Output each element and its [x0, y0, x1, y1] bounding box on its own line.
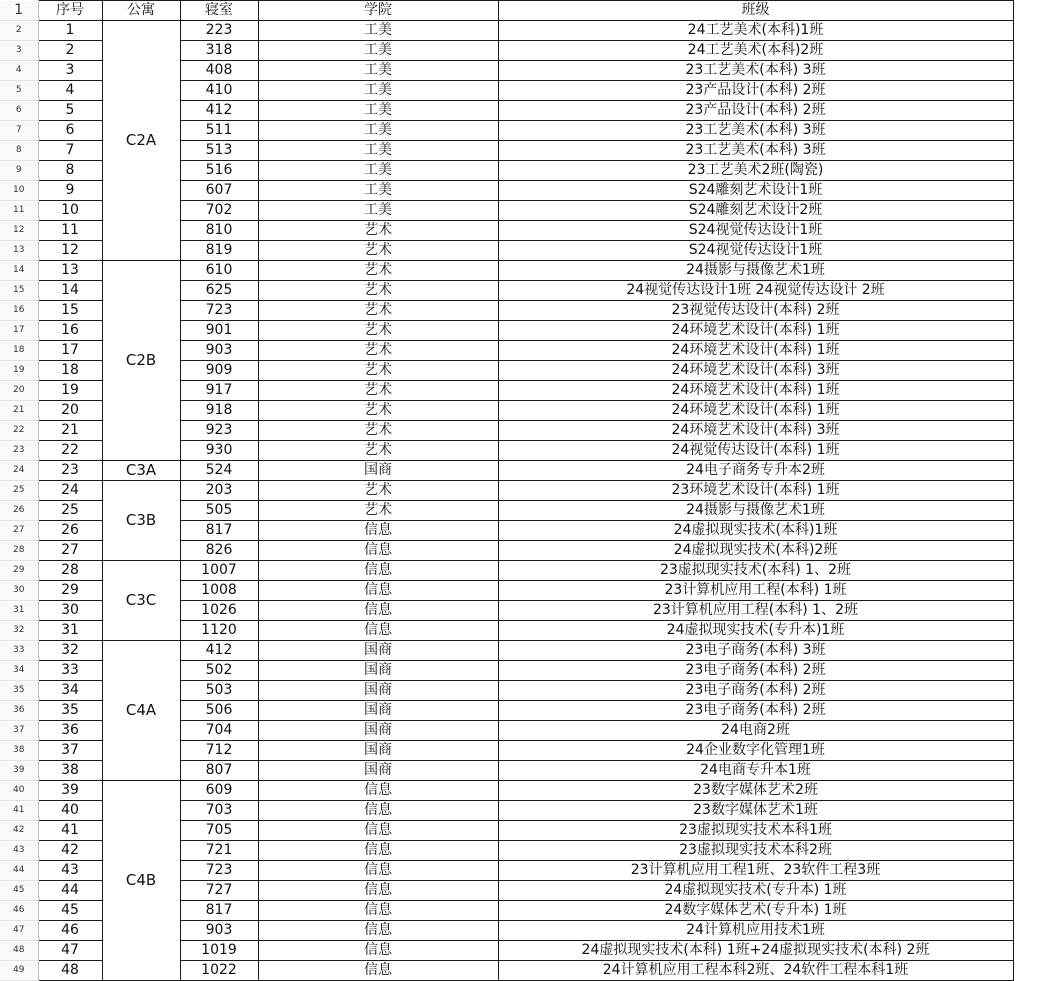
table-row — [0, 641, 1013, 661]
cell-class[interactable]: 24企业数字化管理1班 — [498, 741, 1013, 761]
cell-class[interactable]: 24虚拟现实技术(专升本)1班 — [498, 621, 1013, 641]
row-number[interactable]: 13 — [0, 241, 38, 261]
header-seq[interactable]: 序号 — [38, 1, 102, 21]
cell-college[interactable]: 信息 — [258, 521, 498, 541]
cell-college[interactable]: 国商 — [258, 761, 498, 781]
cell-college[interactable]: 信息 — [258, 881, 498, 901]
cell-college[interactable]: 艺术 — [258, 501, 498, 521]
cell-college[interactable]: 信息 — [258, 561, 498, 581]
row-number[interactable]: 11 — [0, 201, 38, 221]
cell-class[interactable]: 24环境艺术设计(本科) 1班 — [498, 321, 1013, 341]
cell-class[interactable]: S24雕刻艺术设计1班 — [498, 181, 1013, 201]
row-number[interactable]: 8 — [0, 141, 38, 161]
cell-class[interactable]: 24工艺美术(本科)1班 — [498, 21, 1013, 41]
cell-room[interactable]: 704 — [180, 721, 258, 741]
cell-room[interactable]: 917 — [180, 381, 258, 401]
cell-class[interactable]: 23虚拟现实技术本科1班 — [498, 821, 1013, 841]
row-number[interactable]: 21 — [0, 401, 38, 421]
cell-seq[interactable]: 40 — [38, 801, 102, 821]
header-row — [0, 1, 1013, 21]
cell-class[interactable]: 23数字媒体艺术1班 — [498, 801, 1013, 821]
cell-college[interactable]: 国商 — [258, 721, 498, 741]
row-number[interactable]: 25 — [0, 481, 38, 501]
cell-college[interactable]: 工美 — [258, 161, 498, 181]
cell-apartment[interactable]: C3C — [102, 561, 180, 641]
table-row — [0, 481, 1013, 501]
cell-room[interactable]: 703 — [180, 801, 258, 821]
cell-class[interactable]: 24摄影与摄像艺术1班 — [498, 501, 1013, 521]
row-number[interactable]: 44 — [0, 861, 38, 881]
cell-seq[interactable]: 6 — [38, 121, 102, 141]
cell-seq[interactable]: 9 — [38, 181, 102, 201]
row-number[interactable]: 23 — [0, 441, 38, 461]
cell-room[interactable]: 1120 — [180, 621, 258, 641]
cell-seq[interactable]: 19 — [38, 381, 102, 401]
cell-seq[interactable]: 1 — [38, 21, 102, 41]
cell-class[interactable]: 23计算机应用工程(本科) 1班 — [498, 581, 1013, 601]
row-number[interactable]: 40 — [0, 781, 38, 801]
cell-seq[interactable]: 43 — [38, 861, 102, 881]
cell-room[interactable]: 909 — [180, 361, 258, 381]
cell-seq[interactable]: 37 — [38, 741, 102, 761]
cell-room[interactable]: 723 — [180, 301, 258, 321]
cell-room[interactable]: 625 — [180, 281, 258, 301]
cell-room[interactable]: 506 — [180, 701, 258, 721]
cell-class[interactable]: 24计算机应用工程本科2班、24软件工程本科1班 — [498, 961, 1013, 981]
cell-seq[interactable]: 45 — [38, 901, 102, 921]
cell-class[interactable]: 23虚拟现实技术(本科) 1、2班 — [498, 561, 1013, 581]
cell-seq[interactable]: 2 — [38, 41, 102, 61]
header-apartment[interactable]: 公寓 — [102, 1, 180, 21]
row-number[interactable]: 14 — [0, 261, 38, 281]
cell-seq[interactable]: 10 — [38, 201, 102, 221]
cell-class[interactable]: 23工艺美术(本科) 3班 — [498, 141, 1013, 161]
cell-college[interactable]: 国商 — [258, 681, 498, 701]
header-room[interactable]: 寝室 — [180, 1, 258, 21]
row-number[interactable]: 18 — [0, 341, 38, 361]
cell-college[interactable]: 工美 — [258, 21, 498, 41]
cell-college[interactable]: 国商 — [258, 461, 498, 481]
cell-room[interactable]: 502 — [180, 661, 258, 681]
row-number[interactable]: 19 — [0, 361, 38, 381]
cell-class[interactable]: 24计算机应用技术1班 — [498, 921, 1013, 941]
cell-room[interactable]: 702 — [180, 201, 258, 221]
cell-room[interactable]: 721 — [180, 841, 258, 861]
cell-class[interactable]: 24电商专升本1班 — [498, 761, 1013, 781]
row-number[interactable]: 6 — [0, 101, 38, 121]
row-number[interactable]: 46 — [0, 901, 38, 921]
cell-apartment[interactable]: C4B — [102, 781, 180, 981]
cell-room[interactable]: 610 — [180, 261, 258, 281]
cell-college[interactable]: 工美 — [258, 61, 498, 81]
cell-college[interactable]: 艺术 — [258, 261, 498, 281]
cell-room[interactable]: 412 — [180, 641, 258, 661]
cell-room[interactable]: 903 — [180, 341, 258, 361]
cell-seq[interactable]: 24 — [38, 481, 102, 501]
cell-room[interactable]: 712 — [180, 741, 258, 761]
cell-seq[interactable]: 14 — [38, 281, 102, 301]
cell-room[interactable]: 524 — [180, 461, 258, 481]
cell-room[interactable]: 1007 — [180, 561, 258, 581]
cell-seq[interactable]: 18 — [38, 361, 102, 381]
row-number[interactable]: 4 — [0, 61, 38, 81]
cell-seq[interactable]: 34 — [38, 681, 102, 701]
cell-class[interactable]: 23产品设计(本科) 2班 — [498, 101, 1013, 121]
cell-seq[interactable]: 29 — [38, 581, 102, 601]
cell-class[interactable]: 23工艺美术(本科) 3班 — [498, 61, 1013, 81]
cell-room[interactable]: 817 — [180, 901, 258, 921]
cell-class[interactable]: 24环境艺术设计(本科) 3班 — [498, 421, 1013, 441]
cell-room[interactable]: 410 — [180, 81, 258, 101]
cell-college[interactable]: 国商 — [258, 741, 498, 761]
cell-room[interactable]: 505 — [180, 501, 258, 521]
cell-college[interactable]: 艺术 — [258, 241, 498, 261]
cell-class[interactable]: 23虚拟现实技术本科2班 — [498, 841, 1013, 861]
cell-class[interactable]: 24数字媒体艺术(专升本) 1班 — [498, 901, 1013, 921]
cell-room[interactable]: 819 — [180, 241, 258, 261]
cell-college[interactable]: 艺术 — [258, 361, 498, 381]
cell-college[interactable]: 工美 — [258, 41, 498, 61]
cell-college[interactable]: 艺术 — [258, 441, 498, 461]
cell-class[interactable]: 23环境艺术设计(本科) 1班 — [498, 481, 1013, 501]
cell-class[interactable]: 23产品设计(本科) 2班 — [498, 81, 1013, 101]
row-number[interactable]: 30 — [0, 581, 38, 601]
cell-seq[interactable]: 36 — [38, 721, 102, 741]
cell-class[interactable]: 23电子商务(本科) 2班 — [498, 681, 1013, 701]
cell-class[interactable]: 23视觉传达设计(本科) 2班 — [498, 301, 1013, 321]
cell-seq[interactable]: 35 — [38, 701, 102, 721]
cell-seq[interactable]: 46 — [38, 921, 102, 941]
cell-class[interactable]: 24电子商务专升本2班 — [498, 461, 1013, 481]
cell-college[interactable]: 艺术 — [258, 401, 498, 421]
cell-college[interactable]: 艺术 — [258, 301, 498, 321]
cell-room[interactable]: 203 — [180, 481, 258, 501]
cell-class[interactable]: 24环境艺术设计(本科) 1班 — [498, 381, 1013, 401]
row-number[interactable]: 5 — [0, 81, 38, 101]
cell-college[interactable]: 艺术 — [258, 321, 498, 341]
cell-class[interactable]: 24视觉传达设计1班 24视觉传达设计 2班 — [498, 281, 1013, 301]
cell-room[interactable]: 607 — [180, 181, 258, 201]
cell-seq[interactable]: 42 — [38, 841, 102, 861]
row-number[interactable]: 48 — [0, 941, 38, 961]
row-number[interactable]: 10 — [0, 181, 38, 201]
header-college[interactable]: 学院 — [258, 1, 498, 21]
cell-room[interactable]: 1026 — [180, 601, 258, 621]
cell-seq[interactable]: 11 — [38, 221, 102, 241]
row-number[interactable]: 43 — [0, 841, 38, 861]
cell-class[interactable]: 23计算机应用工程(本科) 1、2班 — [498, 601, 1013, 621]
cell-class[interactable]: 24电商2班 — [498, 721, 1013, 741]
cell-seq[interactable]: 16 — [38, 321, 102, 341]
row-number[interactable]: 22 — [0, 421, 38, 441]
cell-seq[interactable]: 47 — [38, 941, 102, 961]
cell-room[interactable]: 903 — [180, 921, 258, 941]
row-number[interactable]: 49 — [0, 961, 38, 981]
cell-college[interactable]: 国商 — [258, 641, 498, 661]
row-number[interactable]: 31 — [0, 601, 38, 621]
cell-seq[interactable]: 7 — [38, 141, 102, 161]
cell-class[interactable]: S24雕刻艺术设计2班 — [498, 201, 1013, 221]
cell-college[interactable]: 艺术 — [258, 381, 498, 401]
cell-room[interactable]: 930 — [180, 441, 258, 461]
table-row — [0, 21, 1013, 41]
cell-room[interactable]: 516 — [180, 161, 258, 181]
cell-room[interactable]: 318 — [180, 41, 258, 61]
cell-seq[interactable]: 32 — [38, 641, 102, 661]
cell-class[interactable]: 23计算机应用工程1班、23软件工程3班 — [498, 861, 1013, 881]
cell-apartment[interactable]: C2B — [102, 261, 180, 461]
cell-college[interactable]: 信息 — [258, 781, 498, 801]
cell-college[interactable]: 艺术 — [258, 281, 498, 301]
row-number[interactable]: 12 — [0, 221, 38, 241]
cell-college[interactable]: 信息 — [258, 921, 498, 941]
cell-college[interactable]: 信息 — [258, 901, 498, 921]
cell-class[interactable]: 23电子商务(本科) 2班 — [498, 701, 1013, 721]
row-number[interactable]: 38 — [0, 741, 38, 761]
cell-college[interactable]: 信息 — [258, 541, 498, 561]
row-number[interactable]: 41 — [0, 801, 38, 821]
row-number[interactable]: 26 — [0, 501, 38, 521]
cell-college[interactable]: 艺术 — [258, 481, 498, 501]
cell-seq[interactable]: 5 — [38, 101, 102, 121]
cell-college[interactable]: 工美 — [258, 201, 498, 221]
header-class[interactable]: 班级 — [498, 1, 1013, 21]
table-row — [0, 561, 1013, 581]
row-number[interactable]: 42 — [0, 821, 38, 841]
cell-room[interactable]: 918 — [180, 401, 258, 421]
cell-college[interactable]: 信息 — [258, 621, 498, 641]
cell-seq[interactable]: 30 — [38, 601, 102, 621]
row-number[interactable]: 20 — [0, 381, 38, 401]
cell-seq[interactable]: 41 — [38, 821, 102, 841]
cell-room[interactable]: 511 — [180, 121, 258, 141]
row-number[interactable]: 9 — [0, 161, 38, 181]
cell-room[interactable]: 923 — [180, 421, 258, 441]
row-number[interactable]: 47 — [0, 921, 38, 941]
row-number[interactable]: 2 — [0, 21, 38, 41]
row-number[interactable]: 33 — [0, 641, 38, 661]
cell-seq[interactable]: 22 — [38, 441, 102, 461]
cell-seq[interactable]: 17 — [38, 341, 102, 361]
cell-college[interactable]: 工美 — [258, 101, 498, 121]
cell-seq[interactable]: 27 — [38, 541, 102, 561]
row-number[interactable]: 3 — [0, 41, 38, 61]
cell-seq[interactable]: 4 — [38, 81, 102, 101]
cell-college[interactable]: 工美 — [258, 181, 498, 201]
row-number[interactable]: 39 — [0, 761, 38, 781]
cell-college[interactable]: 工美 — [258, 121, 498, 141]
cell-room[interactable]: 727 — [180, 881, 258, 901]
cell-room[interactable]: 807 — [180, 761, 258, 781]
row-number[interactable]: 36 — [0, 701, 38, 721]
row-number[interactable]: 28 — [0, 541, 38, 561]
cell-seq[interactable]: 44 — [38, 881, 102, 901]
cell-room[interactable]: 609 — [180, 781, 258, 801]
cell-college[interactable]: 信息 — [258, 941, 498, 961]
cell-apartment[interactable]: C4A — [102, 641, 180, 781]
cell-class[interactable]: S24视觉传达设计1班 — [498, 241, 1013, 261]
cell-class[interactable]: 24虚拟现实技术(本科)1班 — [498, 521, 1013, 541]
row-number[interactable]: 37 — [0, 721, 38, 741]
cell-college[interactable]: 艺术 — [258, 221, 498, 241]
cell-class[interactable]: 23工艺美术(本科) 3班 — [498, 121, 1013, 141]
row-number[interactable]: 1 — [0, 1, 38, 21]
cell-room[interactable]: 817 — [180, 521, 258, 541]
cell-seq[interactable]: 8 — [38, 161, 102, 181]
cell-seq[interactable]: 26 — [38, 521, 102, 541]
cell-class[interactable]: 24环境艺术设计(本科) 3班 — [498, 361, 1013, 381]
cell-room[interactable]: 901 — [180, 321, 258, 341]
cell-room[interactable]: 513 — [180, 141, 258, 161]
cell-college[interactable]: 工美 — [258, 81, 498, 101]
cell-room[interactable]: 1022 — [180, 961, 258, 981]
row-number[interactable]: 34 — [0, 661, 38, 681]
cell-college[interactable]: 信息 — [258, 601, 498, 621]
cell-college[interactable]: 艺术 — [258, 341, 498, 361]
cell-seq[interactable]: 12 — [38, 241, 102, 261]
cell-college[interactable]: 信息 — [258, 581, 498, 601]
cell-college[interactable]: 信息 — [258, 961, 498, 981]
table-row — [0, 781, 1013, 801]
cell-apartment[interactable]: C3A — [102, 461, 180, 481]
row-number[interactable]: 35 — [0, 681, 38, 701]
cell-class[interactable]: 24虚拟现实技术(本科) 1班+24虚拟现实技术(本科) 2班 — [498, 941, 1013, 961]
row-number[interactable]: 15 — [0, 281, 38, 301]
row-number[interactable]: 27 — [0, 521, 38, 541]
cell-college[interactable]: 信息 — [258, 841, 498, 861]
cell-room[interactable]: 723 — [180, 861, 258, 881]
cell-college[interactable]: 信息 — [258, 801, 498, 821]
cell-apartment[interactable]: C3B — [102, 481, 180, 561]
cell-class[interactable]: 24虚拟现实技术(专升本) 1班 — [498, 881, 1013, 901]
row-number[interactable]: 45 — [0, 881, 38, 901]
cell-room[interactable]: 705 — [180, 821, 258, 841]
cell-room[interactable]: 1008 — [180, 581, 258, 601]
cell-college[interactable]: 艺术 — [258, 421, 498, 441]
row-number[interactable]: 24 — [0, 461, 38, 481]
cell-room[interactable]: 408 — [180, 61, 258, 81]
cell-class[interactable]: 24虚拟现实技术(本科)2班 — [498, 541, 1013, 561]
cell-class[interactable]: 24摄影与摄像艺术1班 — [498, 261, 1013, 281]
cell-room[interactable]: 826 — [180, 541, 258, 561]
cell-seq[interactable]: 15 — [38, 301, 102, 321]
row-number[interactable]: 29 — [0, 561, 38, 581]
cell-room[interactable]: 503 — [180, 681, 258, 701]
cell-room[interactable]: 412 — [180, 101, 258, 121]
cell-class[interactable]: 24工艺美术(本科)2班 — [498, 41, 1013, 61]
cell-seq[interactable]: 20 — [38, 401, 102, 421]
cell-class[interactable]: 24环境艺术设计(本科) 1班 — [498, 341, 1013, 361]
cell-seq[interactable]: 33 — [38, 661, 102, 681]
cell-college[interactable]: 信息 — [258, 821, 498, 841]
cell-class[interactable]: 24环境艺术设计(本科) 1班 — [498, 401, 1013, 421]
cell-apartment[interactable]: C2A — [102, 21, 180, 261]
row-number[interactable]: 16 — [0, 301, 38, 321]
cell-seq[interactable]: 3 — [38, 61, 102, 81]
cell-class[interactable]: 23数字媒体艺术2班 — [498, 781, 1013, 801]
row-number[interactable]: 7 — [0, 121, 38, 141]
cell-seq[interactable]: 39 — [38, 781, 102, 801]
row-number[interactable]: 17 — [0, 321, 38, 341]
cell-seq[interactable]: 48 — [38, 961, 102, 981]
cell-class[interactable]: 23电子商务(本科) 3班 — [498, 641, 1013, 661]
cell-college[interactable]: 国商 — [258, 701, 498, 721]
cell-college[interactable]: 信息 — [258, 861, 498, 881]
cell-room[interactable]: 1019 — [180, 941, 258, 961]
cell-seq[interactable]: 23 — [38, 461, 102, 481]
cell-seq[interactable]: 21 — [38, 421, 102, 441]
row-number[interactable]: 32 — [0, 621, 38, 641]
cell-room[interactable]: 810 — [180, 221, 258, 241]
cell-seq[interactable]: 25 — [38, 501, 102, 521]
cell-college[interactable]: 国商 — [258, 661, 498, 681]
table-row — [0, 461, 1013, 481]
table-row — [0, 261, 1013, 281]
cell-class[interactable]: 23电子商务(本科) 2班 — [498, 661, 1013, 681]
cell-class[interactable]: S24视觉传达设计1班 — [498, 221, 1013, 241]
cell-room[interactable]: 223 — [180, 21, 258, 41]
cell-seq[interactable]: 38 — [38, 761, 102, 781]
cell-seq[interactable]: 31 — [38, 621, 102, 641]
cell-seq[interactable]: 13 — [38, 261, 102, 281]
cell-class[interactable]: 24视觉传达设计(本科) 1班 — [498, 441, 1013, 461]
cell-seq[interactable]: 28 — [38, 561, 102, 581]
cell-class[interactable]: 23工艺美术2班(陶瓷) — [498, 161, 1013, 181]
cell-college[interactable]: 工美 — [258, 141, 498, 161]
